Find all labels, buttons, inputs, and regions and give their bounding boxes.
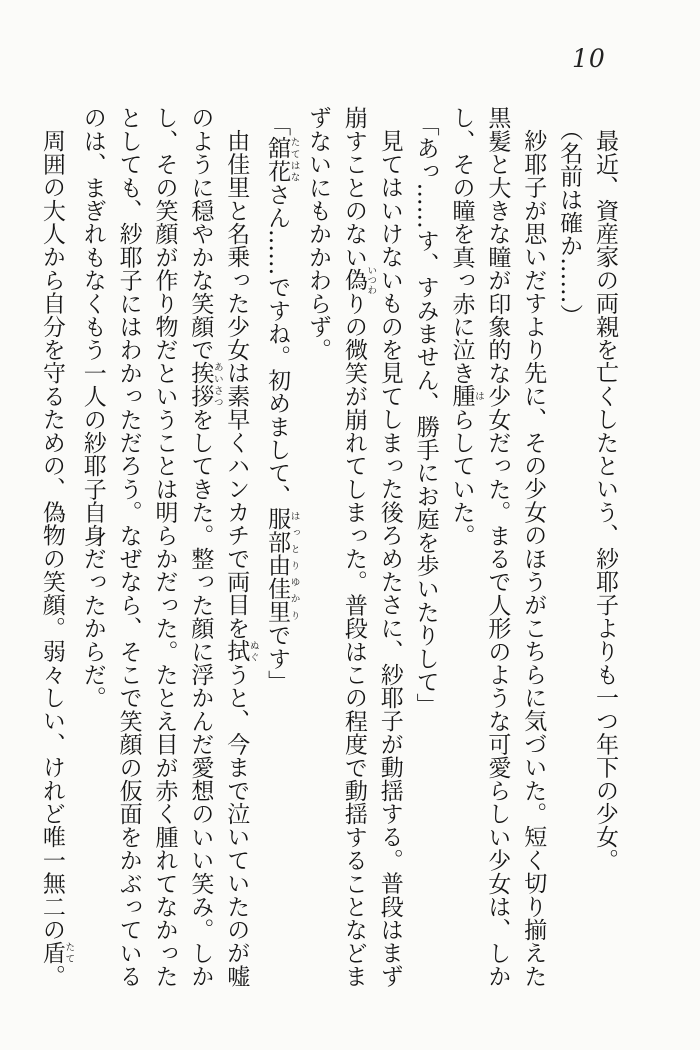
paragraph: 由佳里と名乗った少女は素早くハンカチで両目を拭ぬぐうと、今まで泣いていたのが嘘のように穏やかな笑顔で挨拶あいさつをしてきた。整った顔に浮かんだ愛想のいい笑み。しかし、その笑顔が作り物だということは明らかだった。たとえ目が赤く腫れてなかったとしても、紗耶子にはわかっただろう。なぜなら、そこで笑顔の仮面をかぶっているのは、まぎれもなくもう一人の紗耶子自身だったからだ。 xyxy=(79,106,259,988)
page-number: 10 xyxy=(572,44,606,73)
paragraph: 最近、資産家の両親を亡くしたという、紗耶子よりも一つ年下の少女。 xyxy=(592,129,618,872)
furigana-term: 盾たて xyxy=(38,941,75,965)
furigana-term: 腫は xyxy=(448,384,484,408)
furigana-term: 偽いつわ xyxy=(340,265,377,295)
furigana-term: 拭ぬぐ xyxy=(223,639,259,663)
furigana-term: 舘花たてはな xyxy=(264,136,300,183)
paragraph: 「あっ……す、すみません、勝手にお庭を歩いたりして」 xyxy=(412,112,439,717)
furigana-term: 挨拶あいさつ xyxy=(187,361,223,408)
vertical-text-block xyxy=(33,106,622,990)
paragraph: 見てはいけないものを見てしまった後ろめたさに、紗耶子が動揺する。普段はまず崩すことのない偽いつわりの微笑が崩れてしまった。普段はこの程度で動揺することなどまずないにもかかわらず。 xyxy=(305,106,403,988)
paragraph: （名前は確か……） xyxy=(556,117,583,327)
paragraph: 周囲の大人から自分を守るための、偽物の笑顔。弱々しい、けれど唯一無二の盾たて。 xyxy=(38,129,75,988)
furigana-term: 服部由佳里はっとりゆかり xyxy=(264,507,300,624)
paragraph: 「舘花たてはなさん……ですね。初めまして、服部由佳里はっとりゆかりです」 xyxy=(264,112,300,693)
paragraph: 紗耶子が思いだすより先に、その少女のほうがこちらに気づいた。短く切り揃えた黒髪と大きな瞳が印象的な少女だった。まるで人形のような可愛らしい少女は、しかし、その瞳を真っ赤に泣き腫はらしていた。 xyxy=(448,106,547,988)
